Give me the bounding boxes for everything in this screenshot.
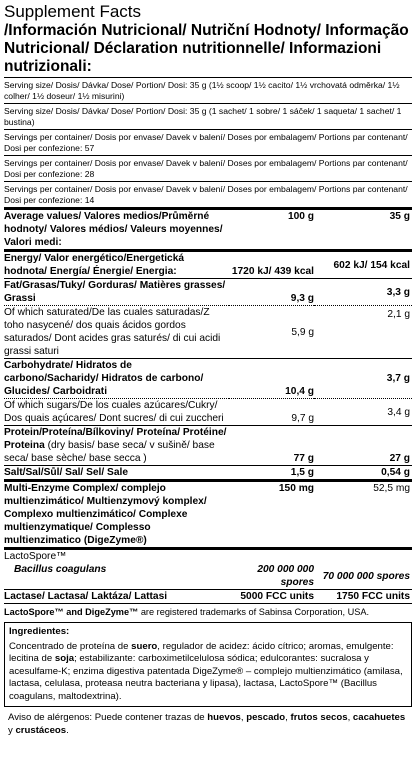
allergen-pescado: pescado — [246, 712, 286, 723]
enzyme-label: Multi-Enzyme Complex/ complejo multienzimático/ Multienzymový komplex/ Complexo multienzimático/ Complexe multienzymatique/ Complesso multienzimatico (DigeZyme®) — [4, 481, 229, 549]
protein-label-basis: (dry basis/ base seca/ v sušině/ base seca/ base sèche/ base secca ) — [4, 440, 215, 464]
trademark-text: are registered trademarks of Sabinsa Corporation, USA. — [138, 607, 370, 617]
energy-row — [4, 251, 412, 279]
panel-title: Supplement Facts — [4, 2, 142, 21]
saturated-serving: 2,1 g — [314, 306, 412, 359]
sugars-row — [4, 399, 412, 426]
allergen-sep: , — [285, 712, 291, 723]
allergen-sep: , — [347, 712, 353, 723]
protein-label-main: Protein/Proteína/Bílkoviny/ Proteína/ Protéine/ Proteina — [4, 427, 227, 451]
sugars-label: Of which sugars/De los cuales azúcares/Cukry/ Dos quais açúcares/ Dont sucres/ di cui zuccheri — [4, 399, 229, 426]
table-header-row — [4, 209, 412, 251]
allergen-soja: soja — [54, 653, 75, 664]
carbohydrate-serving: 3,7 g — [314, 359, 412, 399]
fat-label: Fat/Grasas/Tuky/ Gorduras/ Matières grasses/ Grassi — [4, 279, 229, 306]
lactase-row — [4, 590, 412, 604]
energy-label: Energy/ Valor energético/Energetická hodnota/ Energía/ Énergie/ Energia: — [4, 251, 229, 279]
ingredients-text — [9, 641, 407, 704]
allergen-sep: , — [240, 712, 247, 723]
salt-row — [4, 466, 412, 481]
ingredients-part-3: ; estabilizante: carboximetilcelulosa sódica; edulcorantes: sucralosa y acesulfame-K; enzima digestiva patentada DigeZyme® – complejo multienzimático (amilasa, lactasa, celulasa, proteasa neutra bacteriana y lipasa), lactasa, LactoSpore™ (Bacillus coagulans, maltodextrina). — [9, 653, 403, 702]
allergen-intro: Aviso de alérgenos: Puede contener trazas de — [8, 712, 208, 723]
allergen-warning — [4, 707, 412, 737]
saturated-label: Of which saturated/De las cuales saturadas/Z toho nasycené/ dos quais ácidos gordos saturados/ Dont acides gras saturés/ di cui acidi grassi saturi — [4, 306, 229, 359]
saturated-row — [4, 306, 412, 359]
servings-per-container-2: Servings per container/ Dosis por envase/ Davek v balení/ Doses por embalagem/ Portions par contenant/ Dosi per confezione: 28 — [4, 155, 412, 181]
lactase-100g: 5000 FCC units — [229, 590, 314, 604]
allergen-cacahuetes: cacahuetes — [352, 712, 406, 723]
salt-label: Salt/Sal/Sůl/ Sal/ Sel/ Sale — [4, 466, 229, 481]
salt-serving: 0,54 g — [314, 466, 412, 481]
servings-per-container-1: Servings per container/ Dosis por envase/ Davek v balení/ Doses por embalagem/ Portions par contenant/ Dosi per confezione: 57 — [4, 129, 412, 155]
lactase-label: Lactase/ Lactasa/ Laktáza/ Lattasi — [4, 590, 229, 604]
sugars-serving: 3,4 g — [314, 399, 412, 426]
header-label: Average values/ Valores medios/Průměrné hodnoty/ Valores médios/ Valeurs moyennes/ Valori medi: — [4, 209, 229, 251]
bacillus-100g: 200 000 000 spores — [257, 564, 314, 588]
bacillus-row — [4, 563, 412, 590]
carbohydrate-label: Carbohydrate/ Hidratos de carbono/Sacharidy/ Hidratos de carbono/ Glucides/ Carboidrati — [4, 359, 229, 399]
serving-size-2: Serving size/ Dosis/ Dávka/ Dose/ Portion/ Dosi: 35 g (1 sachet/ 1 sobre/ 1 sáček/ 1 saqueta/ 1 sachet/ 1 bustina) — [4, 103, 412, 129]
energy-100g: 1720 kJ/ 439 kcal — [229, 251, 314, 279]
allergen-suero: suero — [131, 640, 158, 652]
lactospore-row — [4, 549, 412, 564]
carbohydrate-row — [4, 359, 412, 399]
ingredients-heading: Ingredientes: — [9, 626, 70, 637]
enzyme-row — [4, 481, 412, 549]
trademark-note — [4, 603, 412, 618]
header-col-serving: 35 g — [314, 209, 412, 251]
allergen-huevos: huevos — [207, 712, 241, 723]
protein-label — [4, 426, 229, 466]
saturated-100g: 5,9 g — [229, 306, 314, 359]
fat-100g: 9,3 g — [229, 279, 314, 306]
header-col-100g: 100 g — [229, 209, 314, 251]
lactase-serving: 1750 FCC units — [314, 590, 412, 604]
enzyme-serving: 52,5 mg — [314, 481, 412, 549]
lactospore-label: LactoSpore™ — [4, 549, 412, 564]
energy-serving: 602 kJ/ 154 kcal — [314, 251, 412, 279]
ingredients-part-2: , regulador de acidez: ácido cítrico; aromas, emulgente: lecitina de — [9, 640, 394, 664]
fat-serving: 3,3 g — [314, 279, 412, 306]
protein-serving: 27 g — [314, 426, 412, 466]
enzyme-100g: 150 mg — [229, 481, 314, 549]
ingredients-part-1: Concentrado de proteína de — [9, 640, 132, 652]
protein-row — [4, 426, 412, 466]
allergen-crustaceos: crustáceos — [15, 724, 67, 736]
panel-subtitle: /Información Nutricional/ Nutriční Hodnoty/ Informação Nutricional/ Déclaration nutritionnelle/ Informazioni nutrizionali: — [4, 22, 409, 75]
carbohydrate-100g: 10,4 g — [229, 359, 314, 399]
fat-row — [4, 279, 412, 306]
nutrition-table — [4, 207, 412, 603]
servings-per-container-3: Servings per container/ Dosis por envase/ Davek v balení/ Doses por embalagem/ Portions par contenant/ Dosi per confezione: 14 — [4, 181, 412, 207]
ingredients-box — [4, 622, 412, 707]
trademark-names: LactoSpore™ and DigeZyme™ — [4, 607, 139, 617]
protein-100g: 77 g — [229, 426, 314, 466]
sugars-100g: 9,7 g — [229, 399, 314, 426]
allergen-end: . — [66, 724, 69, 736]
bacillus-label: Bacillus coagulans — [14, 564, 107, 575]
allergen-and: y — [8, 724, 16, 736]
allergen-frutos-secos: frutos secos — [290, 712, 348, 723]
salt-100g: 1,5 g — [229, 466, 314, 481]
serving-size-1: Serving size/ Dosis/ Dávka/ Dose/ Portion/ Dosi: 35 g (1½ scoop/ 1½ cacito/ 1½ vrchovatá odměrka/ 1½ colher/ 1½ doseur/ 1½ misurini) — [4, 77, 412, 103]
bacillus-serving: 70 000 000 spores — [322, 570, 410, 582]
